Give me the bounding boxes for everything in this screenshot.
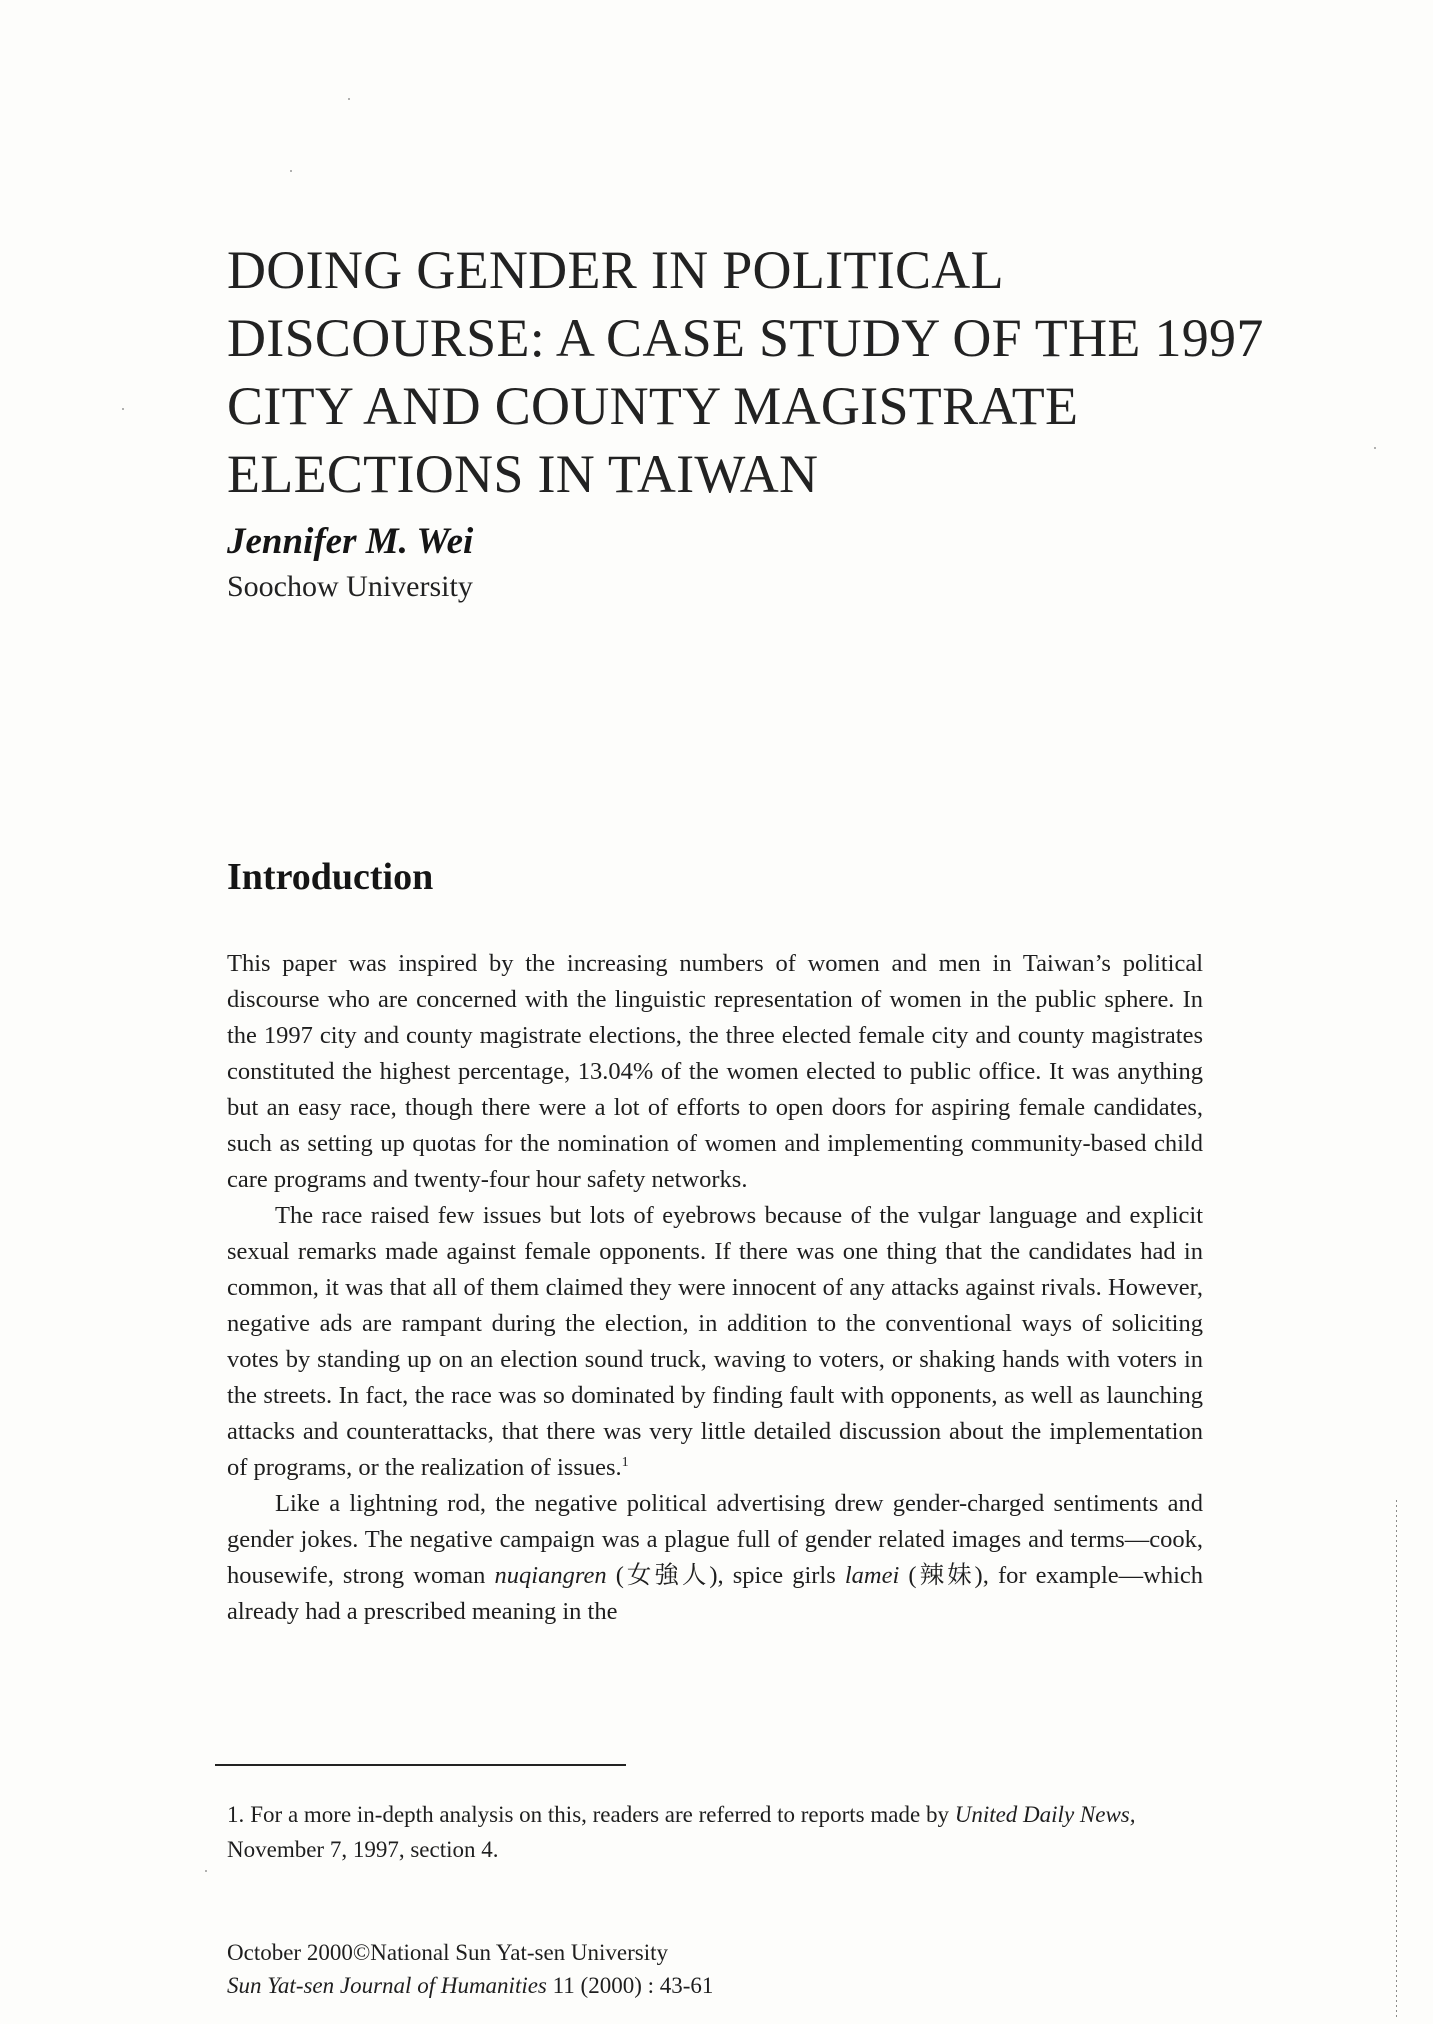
footnote-marker[interactable]: 1 bbox=[621, 1454, 629, 1470]
romanized-term: nuqiangren bbox=[494, 1562, 607, 1589]
author-name: Jennifer M. Wei bbox=[227, 521, 474, 562]
footnote-number: 1. bbox=[227, 1802, 245, 1827]
paragraph bbox=[227, 1198, 1203, 1486]
paragraph-text: The race raised few issues but lots of eyebrows because of the vulgar language and explicit sexual remarks made against female opponents. If there was one thing that the candidates had in common, it was that all of them claimed they were innocent of any attacks against rivals. However, negative ads are rampant during the election, in addition to the conventional ways of soliciting votes by standing up on an election sound truck, waving to voters, or shaking hands with voters in the streets. In fact, the race was so dominated by finding fault with opponents, as well as launching attacks and counterattacks, that there was very little detailed discussion about the implementation of programs, or the realization of issues. bbox=[227, 1202, 1203, 1481]
paragraph bbox=[227, 1486, 1203, 1630]
copyright-line: October 2000©National Sun Yat-sen University bbox=[227, 1940, 669, 1965]
paragraph bbox=[227, 946, 1203, 1198]
journal-name: Sun Yat-sen Journal of Humanities bbox=[227, 1973, 547, 1998]
paragraph-text: (女強人), spice girls bbox=[606, 1562, 845, 1589]
scan-speck bbox=[205, 1870, 207, 1872]
title-line: ELECTIONS IN TAIWAN bbox=[227, 444, 819, 504]
scan-speck bbox=[290, 170, 292, 172]
footnote bbox=[227, 1797, 1203, 1867]
journal-issue: 11 (2000) : 43-61 bbox=[546, 1973, 714, 1998]
paragraph-text: (辣妹), for example—which already had a prescribed meaning in the bbox=[227, 1562, 1203, 1625]
title-line: CITY AND COUNTY MAGISTRATE bbox=[227, 376, 1079, 436]
section-heading: Introduction bbox=[227, 856, 434, 898]
scan-speck bbox=[348, 98, 350, 100]
author-affiliation: Soochow University bbox=[227, 570, 473, 603]
romanized-term: lamei bbox=[844, 1562, 900, 1589]
publication-info bbox=[227, 1936, 713, 2002]
footnote-text: For a more in-depth analysis on this, readers are referred to reports made by bbox=[250, 1802, 955, 1827]
scan-edge-mark bbox=[1396, 1500, 1397, 2020]
footnote-source: United Daily News, bbox=[954, 1802, 1136, 1827]
paragraph-text: This paper was inspired by the increasing numbers of women and men in Taiwan’s political discourse who are concerned with the linguistic representation of women in the public sphere. In the 1997 city and county magistrate elections, the three elected female city and county magistrates constituted the highest percentage, 13.04% of the women elected to public office. It was anything but an easy race, though there were a lot of efforts to open doors for aspiring female candidates, such as setting up quotas for the nomination of women and implementing community-based child care programs and twenty-four hour safety networks. bbox=[227, 950, 1203, 1193]
paragraph-text: Like a lightning rod, the negative political advertising drew gender-charged sentiments and gender jokes. The negative campaign was a plague full of gender related images and terms—cook, housewife, strong woman bbox=[227, 1490, 1203, 1589]
title-line: DOING GENDER IN POLITICAL bbox=[227, 240, 1004, 300]
title-line: DISCOURSE: A CASE STUDY OF THE 1997 bbox=[227, 308, 1264, 368]
scan-speck bbox=[122, 408, 124, 410]
scan-speck bbox=[1374, 447, 1376, 449]
footnote-divider bbox=[215, 1764, 626, 1766]
paper-title bbox=[227, 236, 1264, 508]
body-text bbox=[227, 946, 1203, 1630]
footnote-text: November 7, 1997, section 4. bbox=[227, 1837, 499, 1862]
